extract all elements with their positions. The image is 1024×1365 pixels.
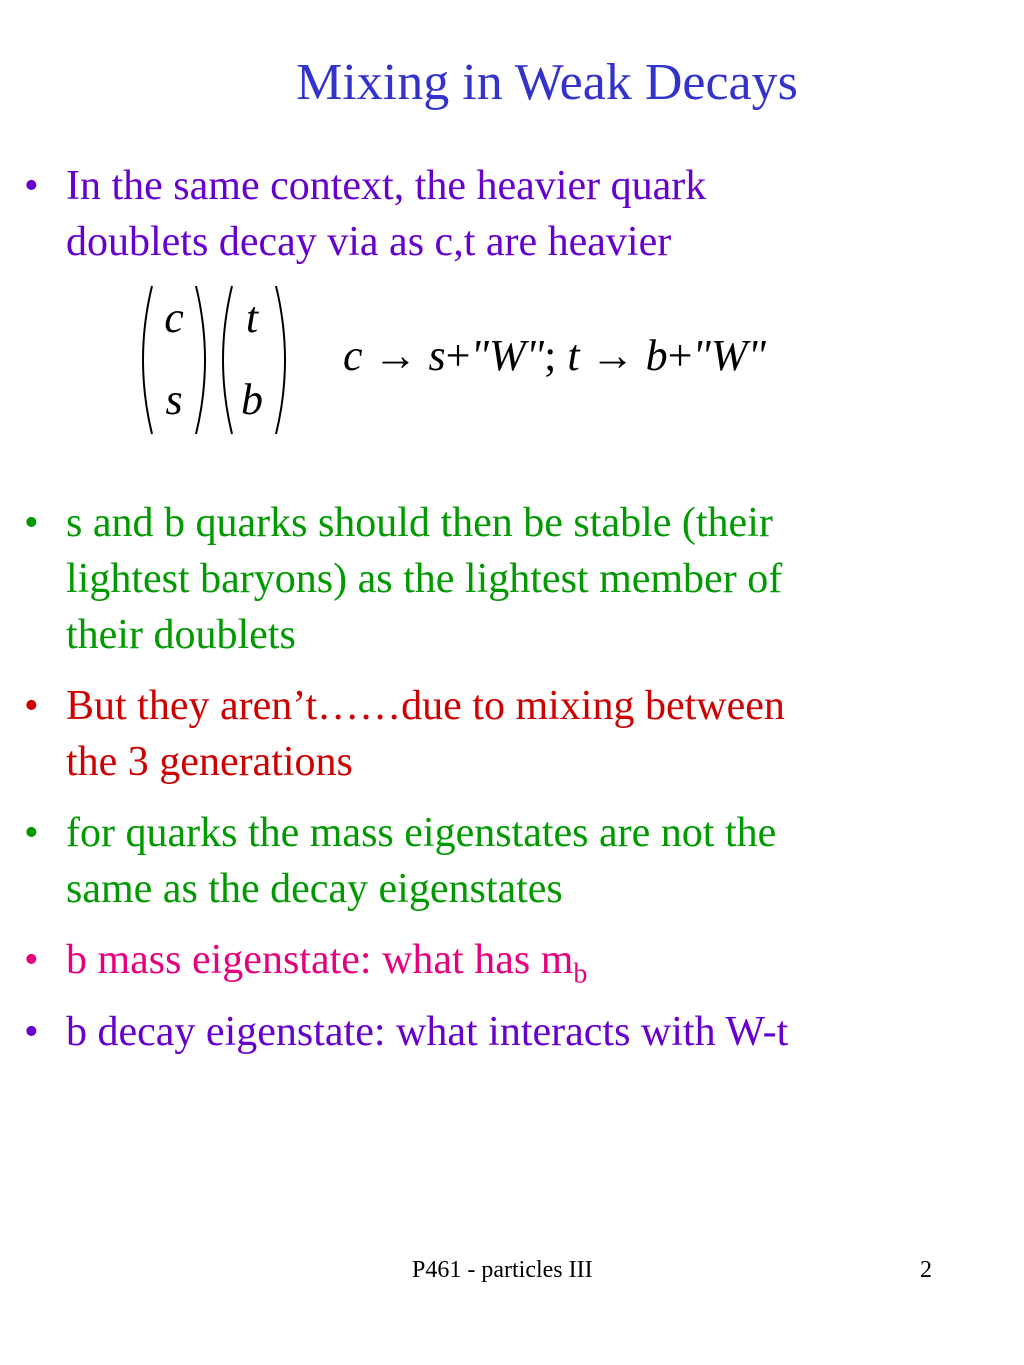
bullet-5-text: b mass eigenstate: what has m: [66, 937, 574, 983]
bullet-marker: •: [24, 937, 39, 983]
bullet-4-line-2: same as the decay eigenstates: [66, 866, 563, 912]
eq-s: s: [428, 331, 446, 380]
footer-course: P461 - particles III: [412, 1257, 593, 1283]
eq-w-2: "W": [692, 331, 766, 380]
bullet-1-line-1: In the same context, the heavier quark: [66, 163, 707, 209]
quark-b: b: [241, 375, 263, 424]
bullet-2-line-3: their doublets: [66, 612, 296, 658]
bullet-3-line-1: But they aren’t……due to mixing between: [66, 683, 785, 729]
bullet-marker: •: [24, 1009, 39, 1055]
bullet-6-line-1: b decay eigenstate: what interacts with W-t: [66, 1009, 789, 1055]
eq-w-1: "W": [470, 331, 545, 380]
left-paren-2: [223, 286, 232, 434]
bullet-5-subscript: b: [573, 958, 588, 990]
slide-title: Mixing in Weak Decays: [296, 54, 798, 111]
quark-doublets: [130, 280, 300, 440]
bullet-3-line-2: the 3 generations: [66, 739, 353, 785]
quark-s: s: [165, 375, 183, 424]
bullet-marker: •: [24, 683, 39, 729]
eq-arrow-1: →: [373, 331, 418, 380]
bullet-4: [24, 805, 1004, 917]
bullet-marker: •: [24, 163, 39, 209]
bullet-3: [24, 678, 1004, 790]
eq-plus-1: +: [445, 331, 471, 380]
left-paren-1: [143, 286, 152, 434]
bullet-2-line-2: lightest baryons) as the lightest member of: [66, 556, 783, 602]
eq-semicolon: ;: [544, 331, 557, 380]
bullet-marker: •: [24, 810, 39, 856]
bullet-4-line-1: for quarks the mass eigenstates are not the: [66, 810, 777, 856]
bullet-6: [24, 1004, 1004, 1060]
eq-b: b: [645, 331, 668, 380]
eq-arrow-2: →: [590, 331, 635, 380]
quark-t: t: [245, 293, 259, 342]
right-paren-1: [196, 286, 205, 434]
decay-equation: [343, 330, 766, 382]
bullet-2-line-1: s and b quarks should then be stable (their: [66, 500, 773, 546]
quark-c: c: [164, 293, 184, 342]
eq-c: c: [343, 331, 363, 380]
bullet-5: [24, 932, 1004, 1002]
eq-plus-2: +: [667, 331, 693, 380]
bullet-marker: •: [24, 500, 39, 546]
bullet-2: [24, 495, 1004, 663]
bullet-1: [24, 158, 1004, 270]
right-paren-2: [276, 286, 285, 434]
eq-t: t: [567, 331, 580, 380]
bullet-1-line-2: doublets decay via as c,t are heavier: [66, 219, 672, 265]
bullet-5-line-1: [24, 932, 1004, 1002]
footer-page-number: 2: [920, 1257, 932, 1283]
